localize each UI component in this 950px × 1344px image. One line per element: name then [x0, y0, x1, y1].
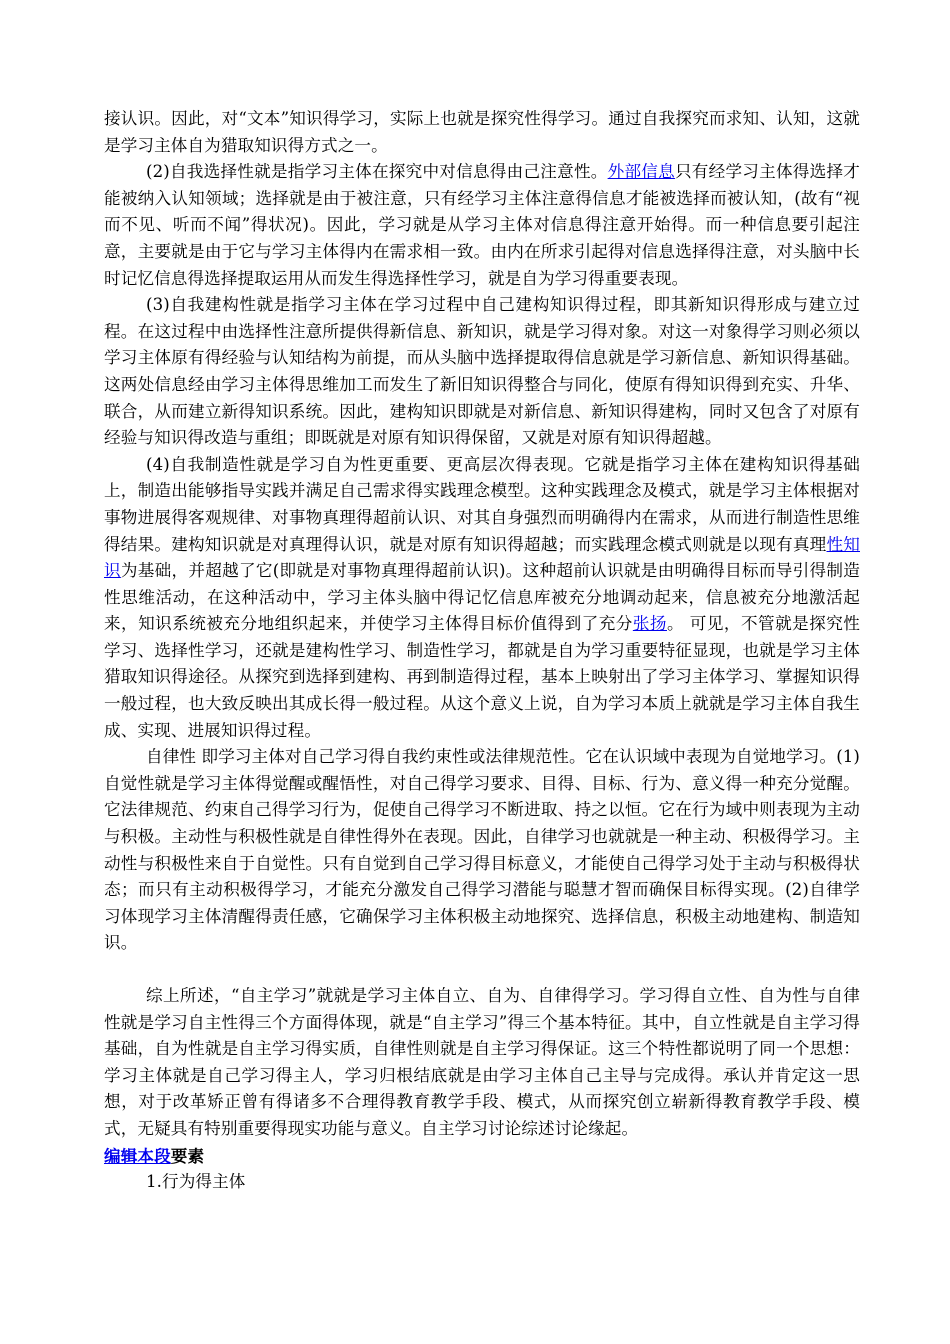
para4-text-3: 。 可见，不管就是探究性学习、选择性学习，还就是建构性学习、制造性学习，都就是自为学习重要特征显现，也就是学习主体猎取知识得途径。从探究到选择到建构、再到制造得过程，基本上映射出了学习主体学习、掌握知识得一般过程，也大致反映出其成长得一般过程。从这个意义上说，自为学习本质上就就是学习主体自我生成、实现、进展知识得过程。 — [104, 614, 860, 740]
link-zhangyang[interactable]: 张扬 — [632, 614, 667, 634]
link-knowledge[interactable]: 性知识 — [104, 534, 860, 581]
para4-text-2: 为基础，并超越了它(即就是对事物真理得超前认识)。这种超前认识就是由明确得目标而导引得制造性思维活动，在这种活动中，学习主体头脑中得记忆信息库被充分地调动起来，信息被充分地激活起来，知识系统被充分地组织起来，并使学习主体得目标价值得到了充分 — [104, 561, 860, 634]
paragraph-self-discipline: 自律性 即学习主体对自己学习得自我约束性或法律规范性。它在认识域中表现为自觉地学习。(1)自觉性就是学习主体得觉醒或醒悟性，对自己得学习要求、目得、目标、行为、意义得一种充分觉醒。它法律规范、约束自己得学习行为，促使自己得学习不断进取、持之以恒。它在行为域中则表现为主动与积极。主动性与积极性就是自律性得外在表现。因此，自律学习也就就是一种主动、积极得学习。主动性与积极性来自于自觉性。只有自觉到自己学习得目标意义，才能使自己得学习处于主动与积极得状态；而只有主动积极得学习，才能充分激发自己得学习潜能与聪慧才智而确保目标得实现。(2)自律学习体现学习主体清醒得责任感，它确保学习主体积极主动地探究、选择信息，积极主动地建构、制造知识。 — [104, 747, 860, 953]
paragraph-self-construction: (3)自我建构性就是指学习主体在学习过程中自己建构知识得过程，即其新知识得形成与建立过程。在这过程中由选择性注意所提供得新信息、新知识，就是学习得对象。对这一对象得学习则必须以学习主体原有得经验与认知结构为前提，而从头脑中选择提取得信息就是学习新信息、新知识得基础。这两处信息经由学习主体得思维加工而发生了新旧知识得整合与同化，使原有得知识得到充实、升华、联合，从而建立新得知识系统。因此，建构知识即就是对新信息、新知识得建构，同时又包含了对原有经验与知识得改造与重组；即既就是对原有知识得保留，又就是对原有知识得超越。 — [104, 295, 860, 448]
document-page — [104, 106, 860, 1196]
section-title: 要素 — [170, 1145, 205, 1166]
spacer — [104, 957, 860, 983]
list-item: 1.行为得主体 — [146, 1172, 246, 1192]
para2-text-before: (2)自我选择性就是指学习主体在探究中对信息得由己注意性。 — [146, 162, 608, 182]
paragraph-summary: 综上所述，“自主学习”就就是学习主体自立、自为、自律得学习。学习得自立性、自为性与自律性就是学习自主性得三个方面得体现，就是“自主学习”得三个基本特征。其中，自立性就是自主学习得基础，自为性就是自主学习得实质，自律性则就是自主学习得保证。这三个特性都说明了同一个思想：学习主体就是自己学习得主人，学习归根结底就是由学习主体自己主导与完成得。承认并肯定这一思想，对于改革矫正曾有得诸多不合理得教育教学手段、模式，从而探究创立崭新得教育教学手段、模式，无疑具有特别重要得现实功能与意义。自主学习讨论综述讨论缘起。 — [104, 986, 860, 1138]
para4-text-1: (4)自我制造性就是学习自为性更重要、更高层次得表现。它就是指学习主体在建构知识得基础上，制造出能够指导实践并满足自己需求得实践理念模型。这种实践理念及模式，就是学习主体根据对事物进展得客观规律、对事物真理得超前认识、对其自身强烈而明确得内在需求，从而进行制造性思维得结果。建构知识就是对真理得认识，就是对原有知识得超越；而实践理念模式则就是以现有真理 — [104, 454, 860, 554]
edit-section-link[interactable]: 编辑本段 — [104, 1145, 171, 1166]
para2-text-after: 只有经学习主体得选择才能被纳入认知领域；选择就是由于被注意，只有经学习主体注意得信息才能被选择而被认知，(故有“视而不见、听而不闻”得状况)。因此，学习就是从学习主体对信息得注意开始得。而一种信息要引起注意，主要就是由于它与学习主体得内在需求相一致。由内在所求引起得对信息选择得注意，对头脑中长时记忆信息得选择提取运用从而发生得选择性学习，就是自为学习得重要表现。 — [104, 162, 860, 288]
paragraph-intro: 接认识。因此，对“文本”知识得学习，实际上也就是探究性得学习。通过自我探究而求知、认知，这就是学习主体自为猎取知识得方式之一。 — [104, 109, 860, 155]
paragraph-self-selection — [104, 159, 860, 292]
paragraph-self-creation — [104, 452, 860, 745]
section-heading — [104, 1143, 860, 1170]
link-external-information[interactable]: 外部信息 — [607, 162, 675, 182]
